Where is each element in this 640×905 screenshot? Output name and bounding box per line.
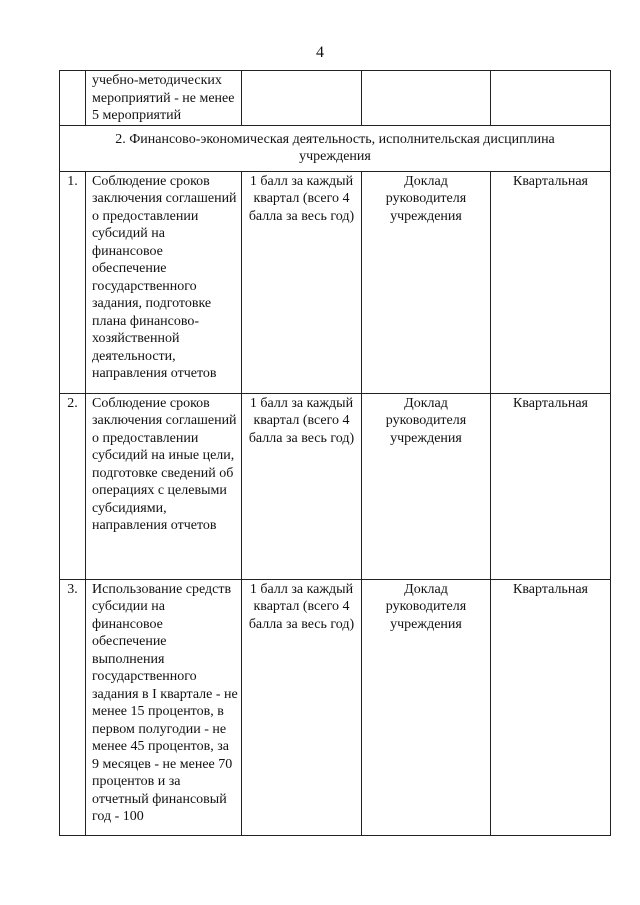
criterion-name-cell: учебно-методических мероприятий - не менее 5 мероприятий [86, 71, 242, 126]
table-row [60, 171, 611, 393]
criteria-table [59, 70, 611, 836]
table-row-continued [60, 71, 611, 126]
row-number-cell: 2. [60, 393, 86, 579]
criterion-name-cell: Соблюдение сроков заключения соглашений о предоставлении субсидий на иные цели, подготовке сведений об операциях с целевыми субсидиями, направления отчетов [86, 393, 242, 579]
score-cell [242, 71, 362, 126]
periodicity-cell: Квартальная [491, 393, 611, 579]
score-cell: 1 балл за каждый квартал (всего 4 балла за весь год) [242, 579, 362, 835]
score-cell: 1 балл за каждый квартал (всего 4 балла за весь год) [242, 393, 362, 579]
score-cell: 1 балл за каждый квартал (всего 4 балла за весь год) [242, 171, 362, 393]
periodicity-cell: Квартальная [491, 171, 611, 393]
row-number-cell: 3. [60, 579, 86, 835]
periodicity-cell [491, 71, 611, 126]
report-form-cell: Доклад руководителя учреждения [362, 579, 491, 835]
row-number-cell [60, 71, 86, 126]
page-number: 4 [316, 44, 324, 61]
table-row [60, 579, 611, 835]
table-row [60, 393, 611, 579]
periodicity-cell: Квартальная [491, 579, 611, 835]
criterion-name-cell: Соблюдение сроков заключения соглашений о предоставлении субсидий на финансовое обеспечение государственного задания, подготовке плана финансово-хозяйственной деятельности, направления отчетов [86, 171, 242, 393]
report-form-cell: Доклад руководителя учреждения [362, 393, 491, 579]
criterion-name-cell: Использование средств субсидии на финансовое обеспечение выполнения государственного задания в I квартале - не менее 15 процентов, в первом полугодии - не менее 45 процентов, за 9 месяцев - не менее 70 процентов и за отчетный финансовый год - 100 [86, 579, 242, 835]
row-number-cell: 1. [60, 171, 86, 393]
report-form-cell [362, 71, 491, 126]
section-header-row [60, 125, 611, 171]
report-form-cell: Доклад руководителя учреждения [362, 171, 491, 393]
section-title: 2. Финансово-экономическая деятельность, исполнительская дисциплина учреждения [60, 125, 611, 171]
